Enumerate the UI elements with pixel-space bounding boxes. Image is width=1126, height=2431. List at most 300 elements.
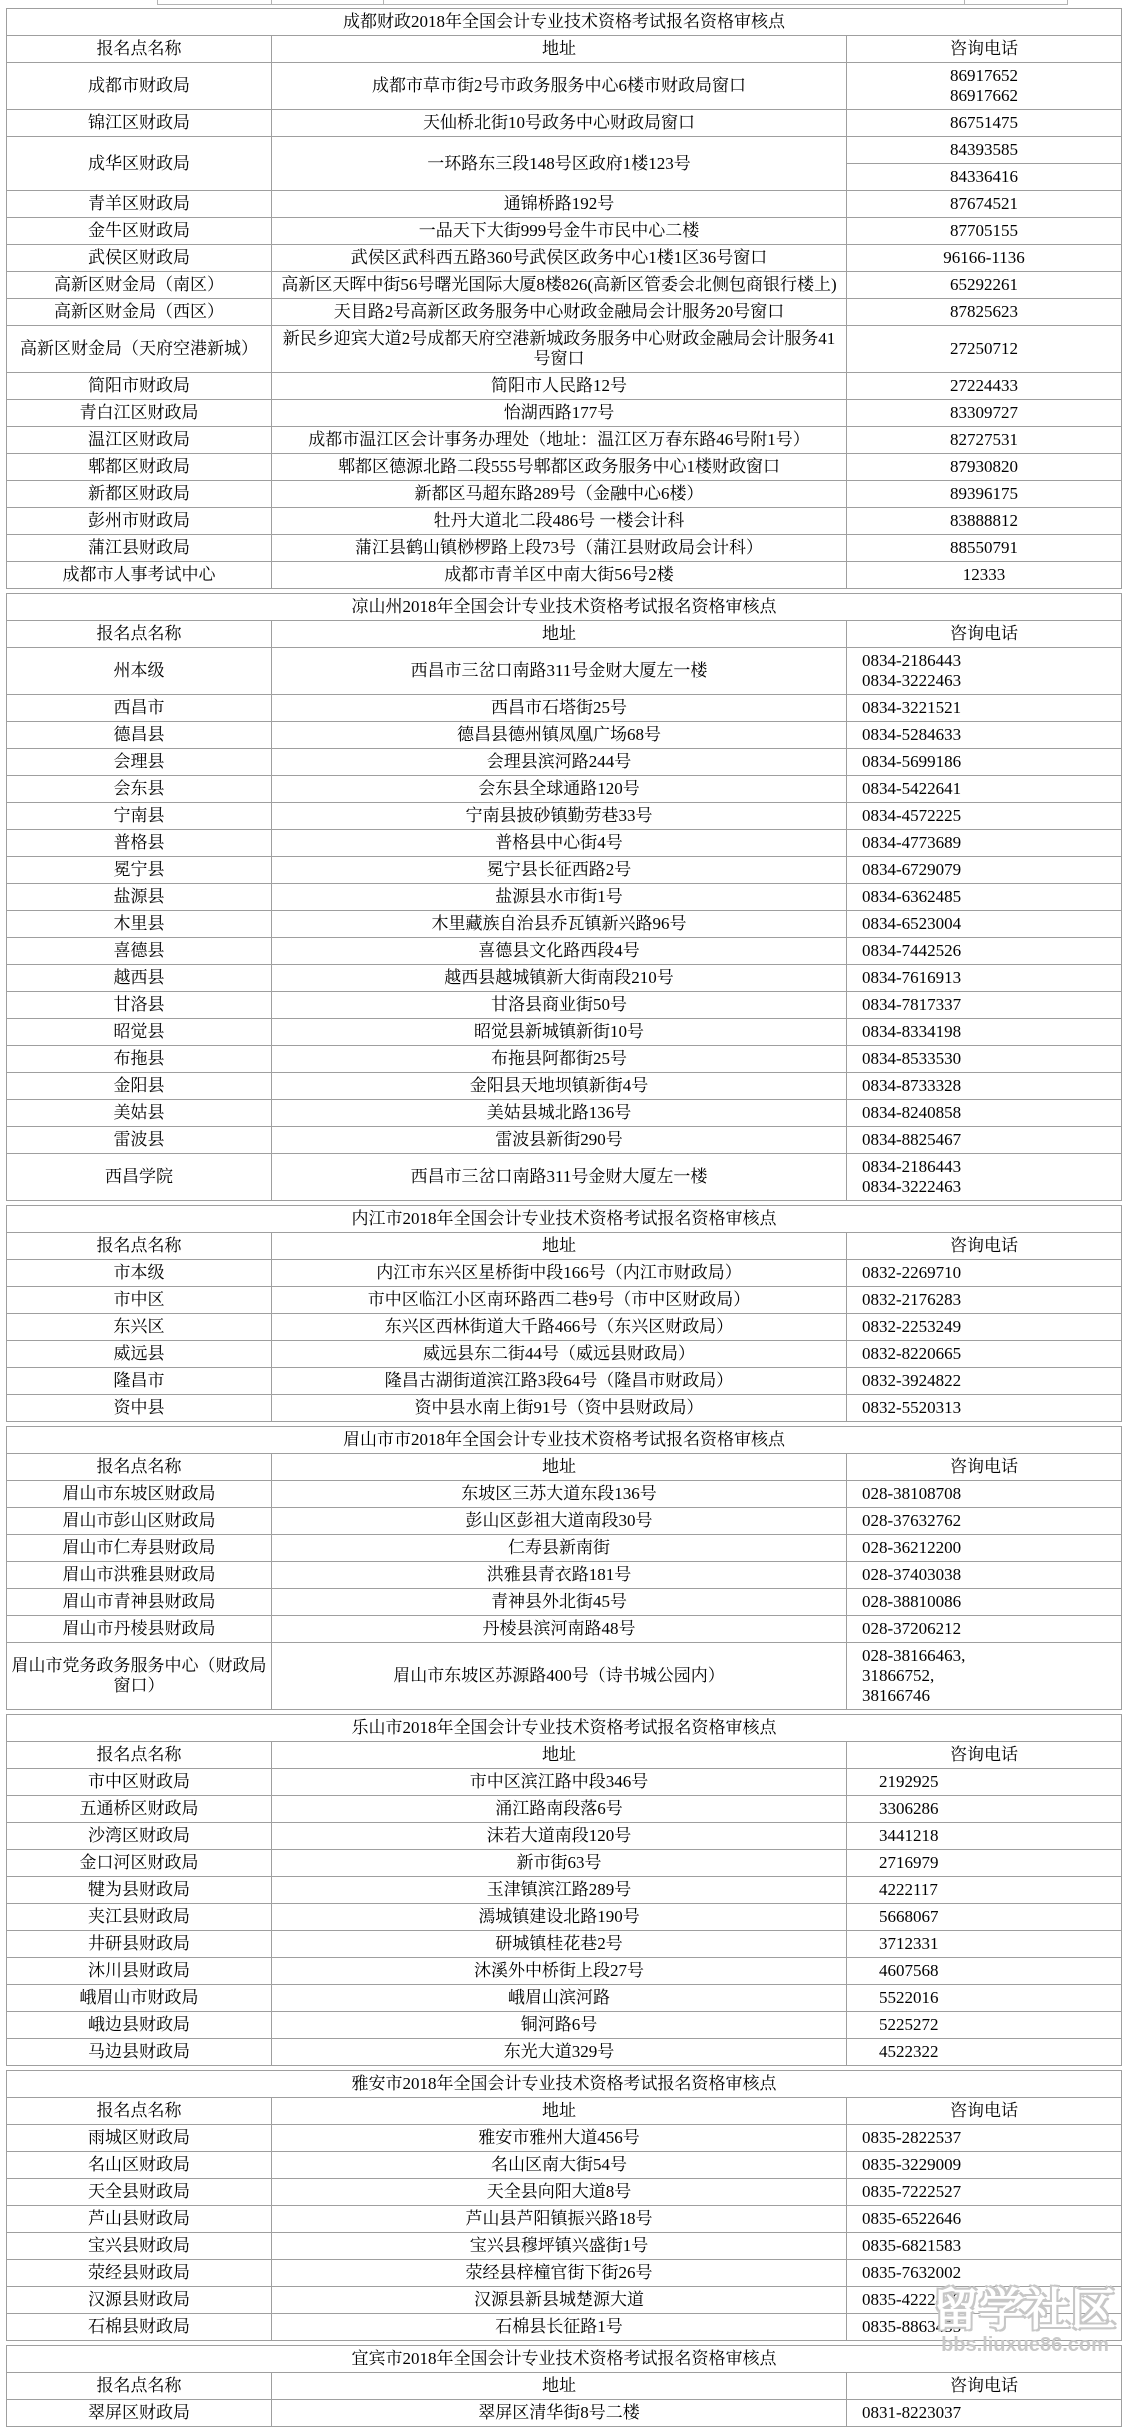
- section-title: 内江市2018年全国会计专业技术资格考试报名资格审核点: [7, 1206, 1122, 1233]
- phone-number: 0834-8825467: [862, 1130, 962, 1149]
- section-table: [6, 1205, 1122, 1422]
- phone-number: 0834-6729079: [862, 860, 962, 879]
- site-name-cell: 新都区财政局: [7, 481, 272, 508]
- table-row: [7, 1985, 1122, 2012]
- phone-number: 87930820: [950, 457, 1018, 476]
- table-row: [7, 2039, 1122, 2066]
- site-name-header: 报名点名称: [7, 1742, 272, 1769]
- site-name-cell: 武侯区财政局: [7, 245, 272, 272]
- table-row: [7, 63, 1122, 110]
- phone-cell: [847, 454, 1122, 481]
- table-row: [7, 2400, 1122, 2427]
- phone-cell: [847, 1154, 1122, 1201]
- site-name-header: 报名点名称: [7, 36, 272, 63]
- fragment-column-divider: [1067, 0, 1068, 5]
- phone-number: 27250712: [950, 339, 1018, 358]
- table-row: [7, 803, 1122, 830]
- table-row: [7, 373, 1122, 400]
- table-row: [7, 1368, 1122, 1395]
- address-cell: 越西县越城镇新大街南段210号: [272, 965, 847, 992]
- table-row: [7, 1508, 1122, 1535]
- address-header: 地址: [272, 2373, 847, 2400]
- phone-cell: [847, 1796, 1122, 1823]
- address-cell: 漹城镇建设北路190号: [272, 1904, 847, 1931]
- table-row: [7, 2179, 1122, 2206]
- phone-number: 0832-2269710: [862, 1263, 962, 1282]
- phone-number: 0835-4222849: [862, 2290, 962, 2309]
- table-row: [7, 2233, 1122, 2260]
- table-row: [7, 1019, 1122, 1046]
- site-name-cell: 东兴区: [7, 1314, 272, 1341]
- phone-number: 028-37206212: [862, 1619, 962, 1638]
- site-name-cell: 芦山县财政局: [7, 2206, 272, 2233]
- phone-cell: [847, 1100, 1122, 1127]
- phone-cell: [847, 857, 1122, 884]
- phone-number: 0834-3221521: [862, 698, 962, 717]
- section-title-row: [7, 594, 1122, 621]
- phone-number: 4522322: [879, 2042, 939, 2061]
- site-name-cell: 眉山市仁寿县财政局: [7, 1535, 272, 1562]
- phone-number: 0834-2186443: [862, 1157, 962, 1176]
- phone-number: 82727531: [950, 430, 1018, 449]
- table-row: [7, 427, 1122, 454]
- phone-number: 2192925: [879, 1772, 939, 1791]
- site-name-cell: 眉山市青神县财政局: [7, 1589, 272, 1616]
- phone-number: 83309727: [950, 403, 1018, 422]
- phone-number: 0834-4773689: [862, 833, 962, 852]
- phone-number: 5668067: [879, 1907, 939, 1926]
- phone-number: 5522016: [879, 1988, 939, 2007]
- phone-cell: [847, 299, 1122, 326]
- phone-number: 028-36212200: [862, 1538, 962, 1557]
- site-name-cell: 布拖县: [7, 1046, 272, 1073]
- phone-cell: [847, 1260, 1122, 1287]
- site-name-cell: 五通桥区财政局: [7, 1796, 272, 1823]
- phone-header: 咨询电话: [847, 1233, 1122, 1260]
- site-name-cell: 会东县: [7, 776, 272, 803]
- table-row: [7, 1287, 1122, 1314]
- address-cell: 西昌市三岔口南路311号金财大厦左一楼: [272, 1154, 847, 1201]
- table-row: [7, 1535, 1122, 1562]
- address-header: 地址: [272, 1742, 847, 1769]
- table-row: [7, 1931, 1122, 1958]
- section-table: [6, 1426, 1122, 1710]
- phone-cell: [847, 2287, 1122, 2314]
- phone-number: 0834-5422641: [862, 779, 962, 798]
- address-cell: 内江市东兴区星桥街中段166号（内江市财政局）: [272, 1260, 847, 1287]
- site-name-cell: 青羊区财政局: [7, 191, 272, 218]
- site-name-cell: 雷波县: [7, 1127, 272, 1154]
- address-cell: 美姑县城北路136号: [272, 1100, 847, 1127]
- table-row: [7, 1904, 1122, 1931]
- phone-cell: [847, 1481, 1122, 1508]
- phone-cell: [847, 1877, 1122, 1904]
- address-cell: 一品天下大街999号金牛市民中心二楼: [272, 218, 847, 245]
- table-row: [7, 1073, 1122, 1100]
- table-row: [7, 1562, 1122, 1589]
- site-name-cell: 眉山市彭山区财政局: [7, 1508, 272, 1535]
- phone-cell: [847, 2233, 1122, 2260]
- address-cell: 会东县全球通路120号: [272, 776, 847, 803]
- address-cell: 市中区临江小区南环路西二巷9号（市中区财政局）: [272, 1287, 847, 1314]
- table-row: [7, 1823, 1122, 1850]
- table-row: [7, 830, 1122, 857]
- section-table: [6, 8, 1122, 589]
- phone-number: 3712331: [879, 1934, 939, 1953]
- table-row: [7, 1643, 1122, 1710]
- address-cell: 汉源县新县城楚源大道: [272, 2287, 847, 2314]
- phone-number: 0835-7222527: [862, 2182, 962, 2201]
- table-row: [7, 1341, 1122, 1368]
- address-cell: 会理县滨河路244号: [272, 749, 847, 776]
- phone-cell: [847, 911, 1122, 938]
- address-cell: 市中区滨江路中段346号: [272, 1769, 847, 1796]
- table-row: [7, 884, 1122, 911]
- table-row: [7, 1395, 1122, 1422]
- address-cell: 新都区马超东路289号（金融中心6楼）: [272, 481, 847, 508]
- phone-cell: [847, 1073, 1122, 1100]
- table-row: [7, 749, 1122, 776]
- table-row: [7, 400, 1122, 427]
- table-row: [7, 911, 1122, 938]
- phone-number: 2716979: [879, 1853, 939, 1872]
- phone-cell: [847, 2152, 1122, 2179]
- address-cell: 荥经县梓橦官街下街26号: [272, 2260, 847, 2287]
- table-row: [7, 648, 1122, 695]
- site-name-cell: 金阳县: [7, 1073, 272, 1100]
- address-cell: 高新区天晖中街56号曙光国际大厦8楼826(高新区管委会北侧包商银行楼上): [272, 272, 847, 299]
- table-row: [7, 1127, 1122, 1154]
- table-row: [7, 1046, 1122, 1073]
- phone-cell: [847, 1904, 1122, 1931]
- phone-cell: [847, 2012, 1122, 2039]
- site-name-cell: 沐川县财政局: [7, 1958, 272, 1985]
- phone-cell: [847, 2314, 1122, 2341]
- address-cell: 石棉县长征路1号: [272, 2314, 847, 2341]
- site-name-cell: 美姑县: [7, 1100, 272, 1127]
- section-title: 乐山市2018年全国会计专业技术资格考试报名资格审核点: [7, 1715, 1122, 1742]
- phone-number: 4222117: [879, 1880, 938, 1899]
- site-name-header: 报名点名称: [7, 2098, 272, 2125]
- address-cell: 西昌市石塔街25号: [272, 695, 847, 722]
- table-row: [7, 110, 1122, 137]
- address-cell: 怡湖西路177号: [272, 400, 847, 427]
- phone-cell: [847, 1508, 1122, 1535]
- table-row: [7, 272, 1122, 299]
- address-cell: 雷波县新街290号: [272, 1127, 847, 1154]
- phone-cell: [847, 1823, 1122, 1850]
- table-row: [7, 1154, 1122, 1201]
- address-cell: 喜德县文化路西段4号: [272, 938, 847, 965]
- address-cell: 青神县外北街45号: [272, 1589, 847, 1616]
- cropped-table-fragment: [157, 0, 1068, 5]
- address-cell: 东光大道329号: [272, 2039, 847, 2066]
- table-row: [7, 2012, 1122, 2039]
- phone-number: 83888812: [950, 511, 1018, 530]
- address-cell: 丹棱县滨河南路48号: [272, 1616, 847, 1643]
- fragment-column-divider: [964, 0, 965, 5]
- phone-cell: [847, 1616, 1122, 1643]
- phone-cell: [847, 1368, 1122, 1395]
- address-header: 地址: [272, 1233, 847, 1260]
- phone-cell: [847, 2125, 1122, 2152]
- section-table: [6, 2070, 1122, 2341]
- address-cell: 牡丹大道北二段486号 一楼会计科: [272, 508, 847, 535]
- phone-cell: [847, 218, 1122, 245]
- phone-number: 0835-6821583: [862, 2236, 962, 2255]
- phone-number: 89396175: [950, 484, 1018, 503]
- section-tables-container: [0, 8, 1122, 2431]
- phone-number: 028-37403038: [862, 1565, 962, 1584]
- phone-header: 咨询电话: [847, 2098, 1122, 2125]
- site-name-cell: 喜德县: [7, 938, 272, 965]
- phone-cell: [847, 1395, 1122, 1422]
- phone-number: 3441218: [879, 1826, 939, 1845]
- table-row: [7, 1589, 1122, 1616]
- address-header: 地址: [272, 1454, 847, 1481]
- phone-number: 27224433: [950, 376, 1018, 395]
- site-name-cell: 普格县: [7, 830, 272, 857]
- site-name-cell: 峨眉山市财政局: [7, 1985, 272, 2012]
- address-cell: 简阳市人民路12号: [272, 373, 847, 400]
- address-cell: 威远县东二街44号（威远县财政局）: [272, 1341, 847, 1368]
- phone-cell: [847, 1985, 1122, 2012]
- site-name-cell: 汉源县财政局: [7, 2287, 272, 2314]
- site-name-cell: 眉山市党务政务服务中心（财政局窗口）: [7, 1643, 272, 1710]
- site-name-cell: 峨边县财政局: [7, 2012, 272, 2039]
- site-name-cell: 德昌县: [7, 722, 272, 749]
- site-name-cell: 盐源县: [7, 884, 272, 911]
- phone-cell: [847, 1314, 1122, 1341]
- phone-number: 0835-2822537: [862, 2128, 962, 2147]
- phone-number: 5225272: [879, 2015, 939, 2034]
- phone-number: 028-38166463,: [862, 1646, 966, 1665]
- site-name-cell: 市中区财政局: [7, 1769, 272, 1796]
- site-name-cell: 简阳市财政局: [7, 373, 272, 400]
- section-title-row: [7, 9, 1122, 36]
- address-cell: 西昌市三岔口南路311号金财大厦左一楼: [272, 648, 847, 695]
- phone-cell: [847, 427, 1122, 454]
- table-row: [7, 454, 1122, 481]
- site-name-cell: 高新区财金局（西区）: [7, 299, 272, 326]
- phone-cell: [847, 535, 1122, 562]
- address-cell: 木里藏族自治县乔瓦镇新兴路96号: [272, 911, 847, 938]
- address-header: 地址: [272, 621, 847, 648]
- site-name-cell: 雨城区财政局: [7, 2125, 272, 2152]
- phone-number: 38166746: [862, 1686, 930, 1705]
- phone-cell: [847, 272, 1122, 299]
- phone-header: 咨询电话: [847, 621, 1122, 648]
- table-row: [7, 535, 1122, 562]
- address-cell: 玉津镇滨江路289号: [272, 1877, 847, 1904]
- table-row: [7, 2314, 1122, 2341]
- site-name-cell: 昭觉县: [7, 1019, 272, 1046]
- site-name-cell: 沙湾区财政局: [7, 1823, 272, 1850]
- address-cell: 天目路2号高新区政务服务中心财政金融局会计服务20号窗口: [272, 299, 847, 326]
- table-row: [7, 2260, 1122, 2287]
- fragment-bottom-border: [157, 4, 1068, 5]
- phone-header: 咨询电话: [847, 1742, 1122, 1769]
- phone-number: 0834-7817337: [862, 995, 962, 1014]
- site-name-header: 报名点名称: [7, 621, 272, 648]
- phone-number: 0834-7442526: [862, 941, 962, 960]
- phone-cell: [847, 695, 1122, 722]
- column-header-row: [7, 621, 1122, 648]
- phone-cell: [847, 245, 1122, 272]
- address-cell: 天仙桥北街10号政务中心财政局窗口: [272, 110, 847, 137]
- watermark-logo-text: 留学社区: [932, 2284, 1117, 2335]
- site-name-cell: 高新区财金局（天府空港新城）: [7, 326, 272, 373]
- site-name-cell: 青白江区财政局: [7, 400, 272, 427]
- column-header-row: [7, 1742, 1122, 1769]
- phone-header: 咨询电话: [847, 1454, 1122, 1481]
- phone-cell: [847, 1287, 1122, 1314]
- site-name-cell: 宝兴县财政局: [7, 2233, 272, 2260]
- site-name-cell: 宁南县: [7, 803, 272, 830]
- fragment-column-divider: [271, 0, 272, 5]
- phone-number: 028-38108708: [862, 1484, 962, 1503]
- phone-cell: [847, 137, 1122, 164]
- address-header: 地址: [272, 2098, 847, 2125]
- phone-number: 0834-5699186: [862, 752, 962, 771]
- address-cell: 成都市青羊区中南大街56号2楼: [272, 562, 847, 589]
- column-header-row: [7, 2373, 1122, 2400]
- table-row: [7, 191, 1122, 218]
- section-title: 宜宾市2018年全国会计专业技术资格考试报名资格审核点: [7, 2346, 1122, 2373]
- section-table: [6, 2345, 1122, 2427]
- table-row: [7, 508, 1122, 535]
- phone-number: 0834-3222463: [862, 1177, 962, 1196]
- phone-number: 0834-4572225: [862, 806, 962, 825]
- phone-number: 87825623: [950, 302, 1018, 321]
- site-name-cell: 西昌市: [7, 695, 272, 722]
- phone-number: 0834-8733328: [862, 1076, 962, 1095]
- column-header-row: [7, 2098, 1122, 2125]
- phone-number: 4607568: [879, 1961, 939, 1980]
- table-row: [7, 562, 1122, 589]
- address-cell: 普格县中心街4号: [272, 830, 847, 857]
- column-header-row: [7, 1454, 1122, 1481]
- site-name-cell: 成华区财政局: [7, 137, 272, 191]
- address-cell: 东坡区三苏大道东段136号: [272, 1481, 847, 1508]
- fragment-column-divider: [383, 0, 384, 5]
- address-cell: 雅安市雅州大道456号: [272, 2125, 847, 2152]
- phone-cell: [847, 326, 1122, 373]
- section-title-row: [7, 2071, 1122, 2098]
- table-row: [7, 722, 1122, 749]
- phone-cell: [847, 373, 1122, 400]
- phone-cell: [847, 191, 1122, 218]
- phone-number: 87674521: [950, 194, 1018, 213]
- phone-number: 0835-6522646: [862, 2209, 962, 2228]
- site-name-cell: 温江区财政局: [7, 427, 272, 454]
- address-cell: 新市街63号: [272, 1850, 847, 1877]
- site-name-cell: 甘洛县: [7, 992, 272, 1019]
- address-cell: 彭山区彭祖大道南段30号: [272, 1508, 847, 1535]
- phone-number: 86917662: [950, 86, 1018, 105]
- address-cell: 天全县向阳大道8号: [272, 2179, 847, 2206]
- table-row: [7, 1314, 1122, 1341]
- site-name-cell: 隆昌市: [7, 1368, 272, 1395]
- phone-number: 0832-3924822: [862, 1371, 962, 1390]
- phone-cell: [847, 1958, 1122, 1985]
- address-cell: 宝兴县穆坪镇兴盛街1号: [272, 2233, 847, 2260]
- address-cell: 涌江路南段落6号: [272, 1796, 847, 1823]
- address-cell: 成都市温江区会计事务办理处（地址：温江区万春东路46号附1号）: [272, 427, 847, 454]
- site-name-cell: 石棉县财政局: [7, 2314, 272, 2341]
- site-name-cell: 眉山市洪雅县财政局: [7, 1562, 272, 1589]
- phone-cell: [847, 965, 1122, 992]
- table-row: [7, 1958, 1122, 1985]
- phone-number: 0834-5284633: [862, 725, 962, 744]
- site-name-header: 报名点名称: [7, 1454, 272, 1481]
- site-name-cell: 彭州市财政局: [7, 508, 272, 535]
- section-title: 成都财政2018年全国会计专业技术资格考试报名资格审核点: [7, 9, 1122, 36]
- site-name-cell: 成都市财政局: [7, 63, 272, 110]
- phone-number: 87705155: [950, 221, 1018, 240]
- section-title-row: [7, 1427, 1122, 1454]
- address-cell: 武侯区武科西五路360号武侯区政务中心1楼1区36号窗口: [272, 245, 847, 272]
- column-header-row: [7, 36, 1122, 63]
- phone-number: 0832-2176283: [862, 1290, 962, 1309]
- table-row: [7, 776, 1122, 803]
- site-name-cell: 天全县财政局: [7, 2179, 272, 2206]
- phone-number: 0835-3229009: [862, 2155, 962, 2174]
- table-row: [7, 1260, 1122, 1287]
- address-cell: 洪雅县青衣路181号: [272, 1562, 847, 1589]
- column-header-row: [7, 1233, 1122, 1260]
- phone-cell: [847, 722, 1122, 749]
- site-name-cell: 郫都区财政局: [7, 454, 272, 481]
- site-name-cell: 高新区财金局（南区）: [7, 272, 272, 299]
- phone-cell: [847, 1046, 1122, 1073]
- site-name-cell: 金口河区财政局: [7, 1850, 272, 1877]
- phone-header: 咨询电话: [847, 2373, 1122, 2400]
- address-cell: 名山区南大街54号: [272, 2152, 847, 2179]
- site-name-cell: 眉山市东坡区财政局: [7, 1481, 272, 1508]
- table-row: [7, 857, 1122, 884]
- table-row: [7, 1796, 1122, 1823]
- section-table: [6, 1714, 1122, 2066]
- phone-number: 0834-6523004: [862, 914, 962, 933]
- phone-number: 0832-5520313: [862, 1398, 962, 1417]
- table-row: [7, 326, 1122, 373]
- address-cell: 盐源县水市街1号: [272, 884, 847, 911]
- phone-cell: [847, 508, 1122, 535]
- table-row: [7, 992, 1122, 1019]
- phone-number: 0834-8240858: [862, 1103, 962, 1122]
- address-cell: 东兴区西林街道大千路466号（东兴区财政局）: [272, 1314, 847, 1341]
- address-cell: 峨眉山滨河路: [272, 1985, 847, 2012]
- address-cell: 隆昌古湖街道滨江路3段64号（隆昌市财政局）: [272, 1368, 847, 1395]
- phone-number: 0834-6362485: [862, 887, 962, 906]
- phone-cell: [847, 1931, 1122, 1958]
- phone-cell: [847, 2179, 1122, 2206]
- phone-cell: [847, 938, 1122, 965]
- phone-number: 88550791: [950, 538, 1018, 557]
- site-name-cell: 金牛区财政局: [7, 218, 272, 245]
- phone-number: 96166-1136: [943, 248, 1025, 267]
- section-title: 眉山市市2018年全国会计专业技术资格考试报名资格审核点: [7, 1427, 1122, 1454]
- phone-number: 12333: [962, 565, 1006, 584]
- phone-number: 86751475: [950, 113, 1018, 132]
- phone-cell: [847, 1535, 1122, 1562]
- site-name-cell: 翠屏区财政局: [7, 2400, 272, 2427]
- table-row: [7, 218, 1122, 245]
- phone-cell: [847, 2260, 1122, 2287]
- site-name-cell: 市中区: [7, 1287, 272, 1314]
- address-cell: 一环路东三段148号区政府1楼123号: [272, 137, 847, 191]
